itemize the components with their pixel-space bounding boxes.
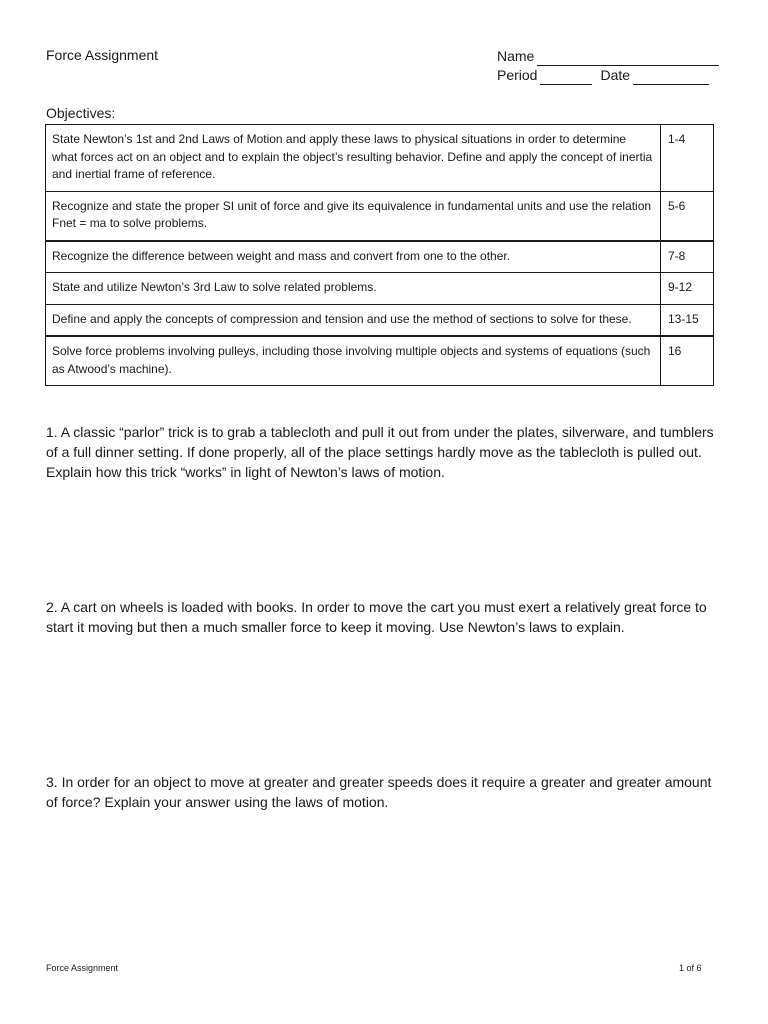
objectives-heading: Objectives: bbox=[46, 105, 116, 121]
objective-row bbox=[46, 273, 714, 305]
date-label: Date bbox=[600, 67, 631, 83]
objectives-table bbox=[45, 124, 714, 386]
period-date-row bbox=[497, 66, 719, 85]
objective-text: State Newton’s 1st and 2nd Laws of Motion and apply these laws to physical situations in order to determine what forces act on an object and to explain the object’s resulting behavior. Define and apply the concept of inertia and inertial frame of reference. bbox=[46, 125, 661, 192]
objective-range: 9-12 bbox=[661, 273, 714, 305]
objective-range: 13-15 bbox=[661, 304, 714, 336]
objective-text: Recognize and state the proper SI unit of force and give its equivalence in fundamental units and use the relation Fnet = ma to solve problems. bbox=[46, 191, 661, 241]
objective-row bbox=[46, 241, 714, 273]
period-label: Period bbox=[497, 67, 538, 83]
page-number: 1 of 6 bbox=[679, 963, 702, 973]
date-blank-line bbox=[633, 70, 709, 85]
name-label: Name bbox=[497, 48, 535, 64]
objective-row bbox=[46, 125, 714, 192]
student-info-block bbox=[497, 47, 719, 85]
name-row bbox=[497, 47, 719, 66]
objective-text: Recognize the difference between weight and mass and convert from one to the other. bbox=[46, 241, 661, 273]
objective-row bbox=[46, 191, 714, 241]
objective-range: 16 bbox=[661, 336, 714, 386]
objective-text: State and utilize Newton’s 3rd Law to solve related problems. bbox=[46, 273, 661, 305]
objective-range: 1-4 bbox=[661, 125, 714, 192]
objective-range: 5-6 bbox=[661, 191, 714, 241]
objective-text: Solve force problems involving pulleys, including those involving multiple objects and systems of equations (such as Atwood’s machine). bbox=[46, 336, 661, 386]
objective-row bbox=[46, 304, 714, 336]
question-1: 1. A classic “parlor” trick is to grab a tablecloth and pull it out from under the plates, silverware, and tumblers of a full dinner setting. If done properly, all of the place settings hardly move as the tablecloth is pulled out. Explain how this trick “works” in light of Newton’s laws of motion. bbox=[46, 424, 714, 480]
footer-title: Force Assignment bbox=[46, 963, 119, 973]
period-blank-line bbox=[540, 70, 592, 85]
name-blank-line bbox=[537, 51, 719, 66]
question-3: 3. In order for an object to move at greater and greater speeds does it require a greater and greater amount of force? Explain your answer using the laws of motion. bbox=[46, 774, 712, 810]
question-2: 2. A cart on wheels is loaded with books. In order to move the cart you must exert a relatively great force to start it moving but then a much smaller force to keep it moving. Use Newton’s laws to explain. bbox=[46, 599, 707, 635]
objective-row bbox=[46, 336, 714, 386]
document-title: Force Assignment bbox=[46, 47, 159, 63]
objective-text: Define and apply the concepts of compression and tension and use the method of sections to solve for these. bbox=[46, 304, 661, 336]
objective-range: 7-8 bbox=[661, 241, 714, 273]
